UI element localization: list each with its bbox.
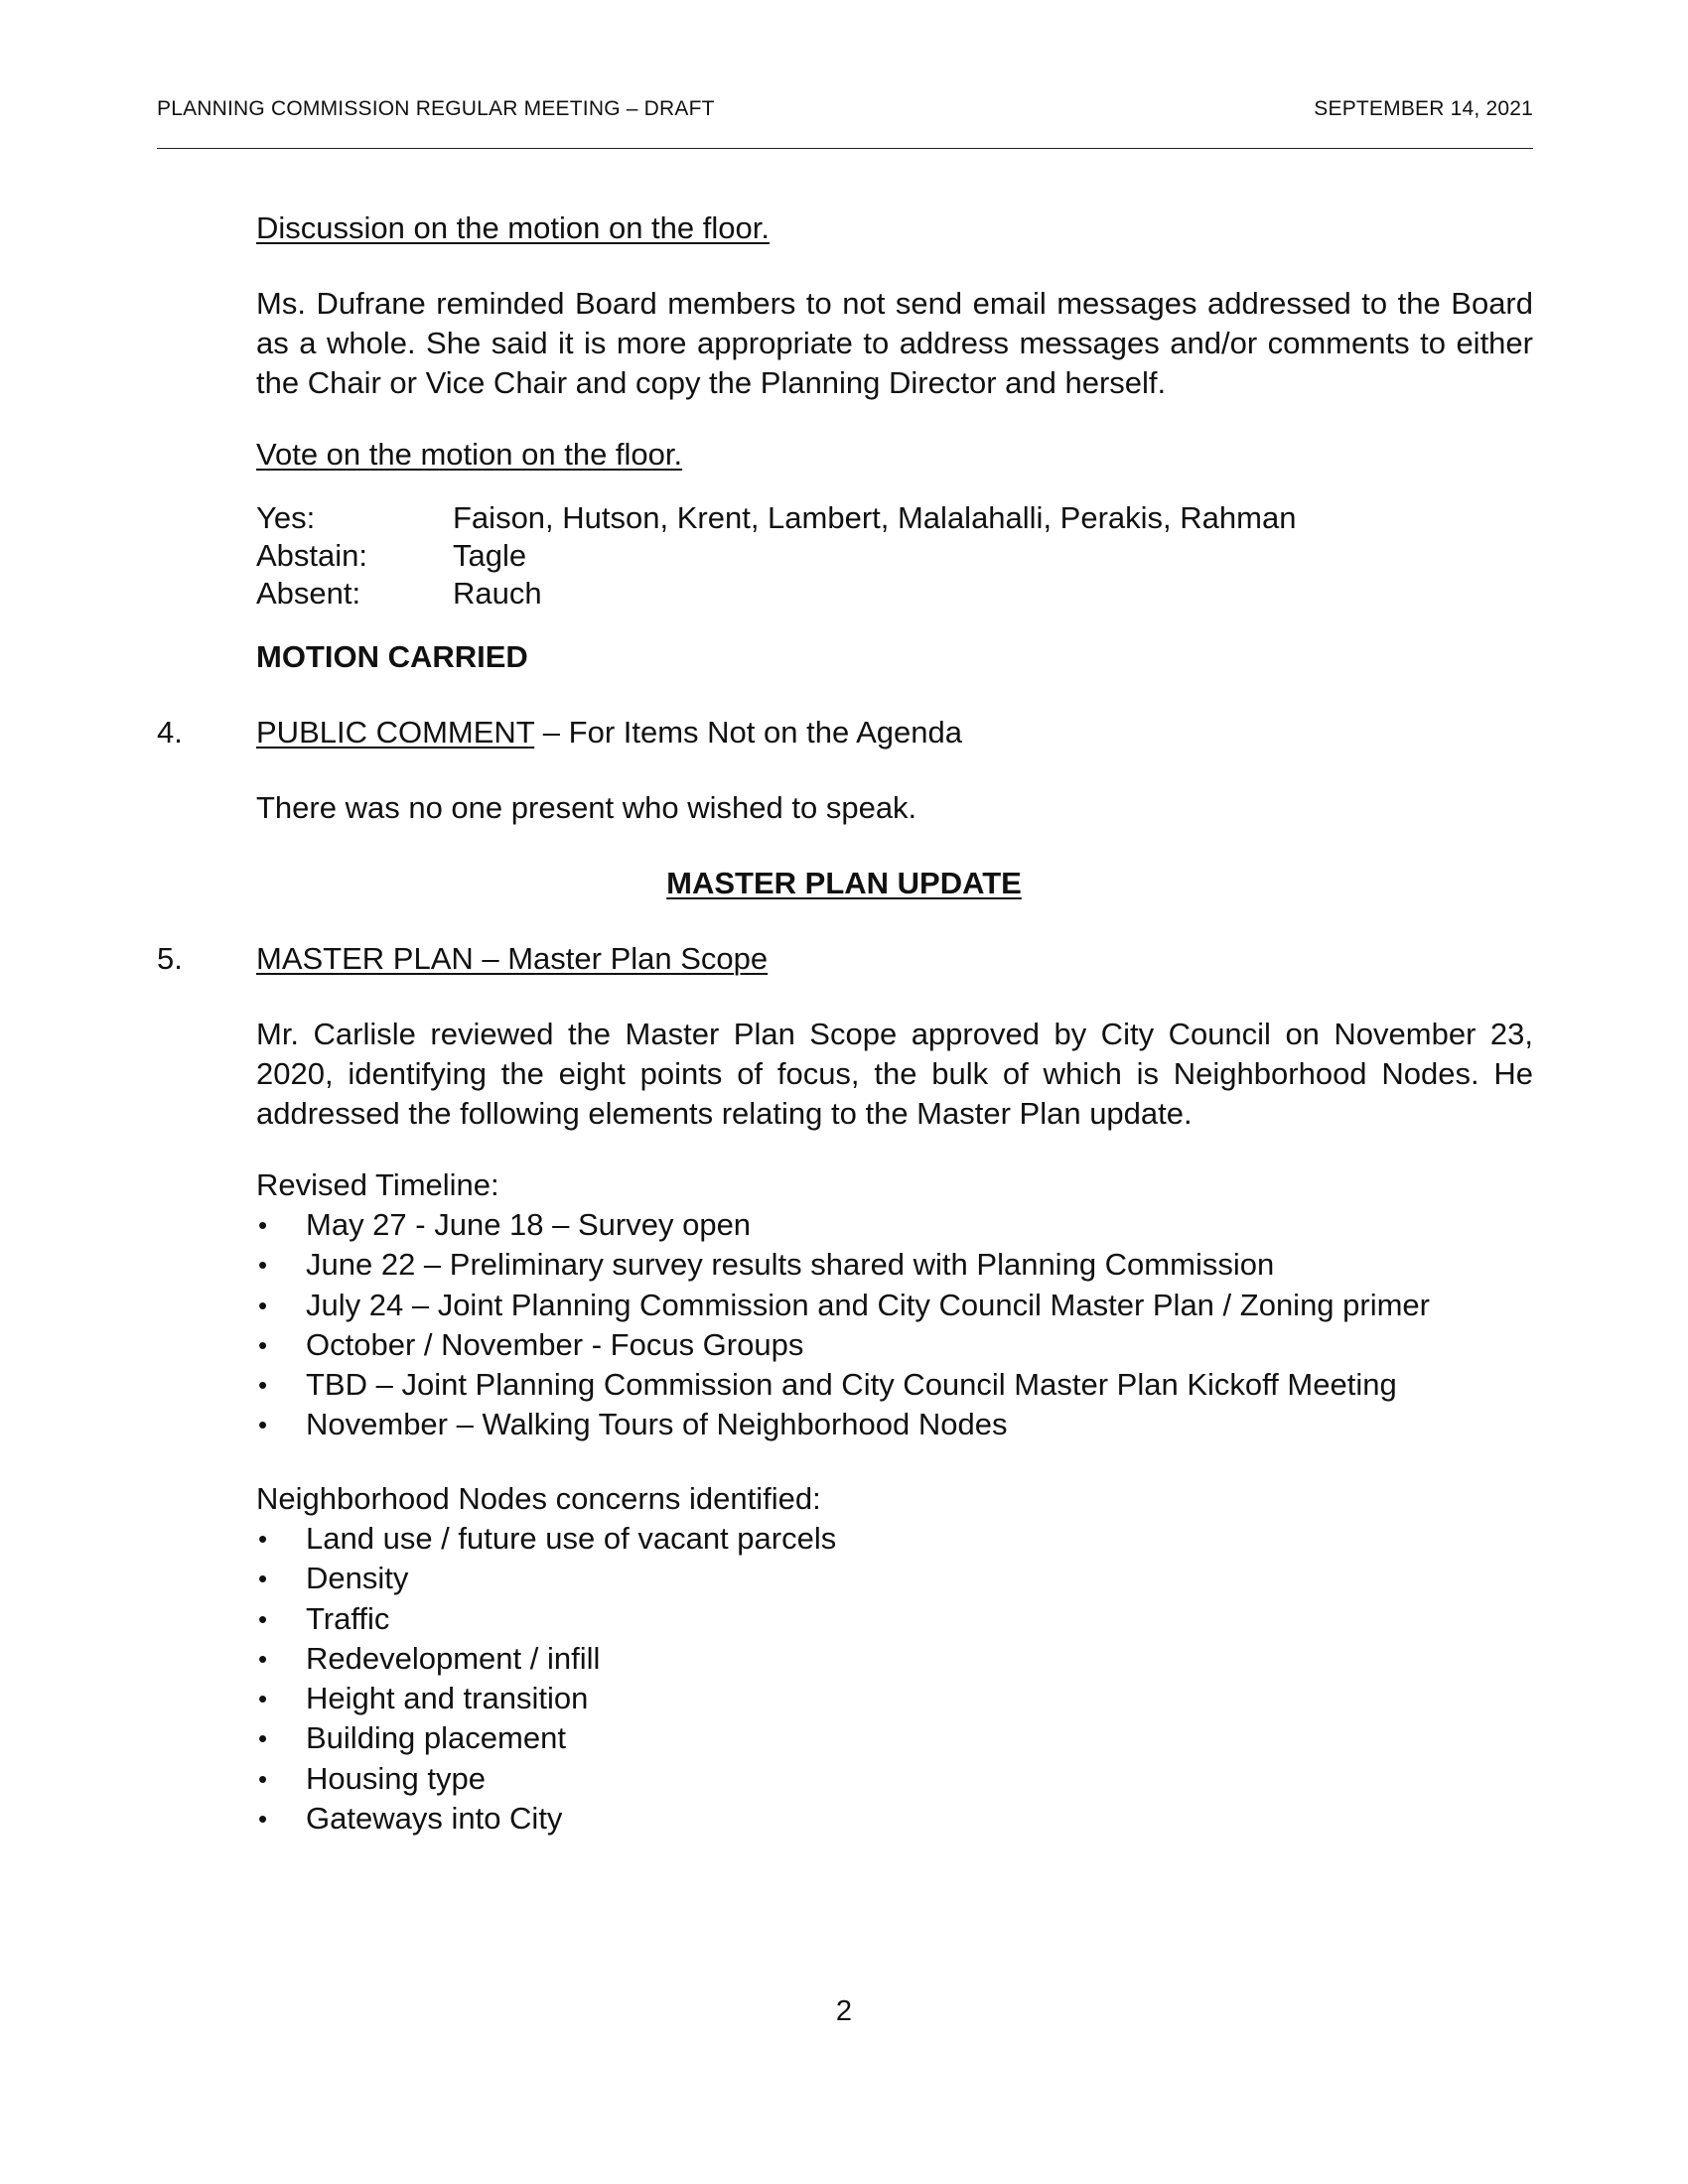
list-item xyxy=(256,1405,1430,1444)
item-5-title: MASTER PLAN – Master Plan Scope xyxy=(256,941,769,976)
list-item xyxy=(256,1799,836,1839)
section-heading: MASTER PLAN UPDATE xyxy=(666,866,1022,900)
list-item-text: Density xyxy=(306,1561,409,1596)
list-item-text: Redevelopment / infill xyxy=(306,1640,601,1676)
list-item xyxy=(256,1286,1430,1325)
bullet-icon: • xyxy=(258,1524,268,1554)
vote-value: Tagle xyxy=(453,538,527,573)
item-5-paragraph: Mr. Carlisle reviewed the Master Plan Scope approved by City Council on November 23, 2020, identifying the eight points of focus, the bulk of which is Neighborhood Nodes. He addressed the following elements relating to the Master Plan update. xyxy=(256,1017,1533,1131)
vote-heading: Vote on the motion on the floor. xyxy=(256,437,683,472)
concerns-list xyxy=(256,1519,836,1839)
vote-row-abstain xyxy=(256,536,1296,574)
item-4-title-label: PUBLIC COMMENT xyxy=(256,715,535,750)
bullet-icon: • xyxy=(258,1410,268,1440)
bullet-icon: • xyxy=(258,1564,268,1594)
list-item xyxy=(256,1759,836,1799)
header-date: SEPTEMBER 14, 2021 xyxy=(1314,97,1533,120)
page-number: 2 xyxy=(835,1995,853,2027)
vote-label: Abstain: xyxy=(256,538,368,573)
vote-row-absent xyxy=(256,574,1296,612)
list-item xyxy=(256,1718,836,1758)
timeline-heading: Revised Timeline: xyxy=(256,1167,499,1202)
timeline-list xyxy=(256,1205,1430,1445)
list-item-text: Gateways into City xyxy=(306,1801,563,1837)
list-item-text: November – Walking Tours of Neighborhood Nodes xyxy=(306,1407,1008,1442)
list-item-text: Traffic xyxy=(306,1600,390,1636)
list-item-text: July 24 – Joint Planning Commission and City Council Master Plan / Zoning primer xyxy=(306,1287,1430,1322)
list-item-text: June 22 – Preliminary survey results shared with Planning Commission xyxy=(306,1247,1275,1283)
list-item-text: TBD – Joint Planning Commission and City Council Master Plan Kickoff Meeting xyxy=(306,1367,1397,1403)
list-item-text: October / November - Focus Groups xyxy=(306,1326,804,1362)
list-item xyxy=(256,1245,1430,1285)
bullet-icon: • xyxy=(258,1329,268,1360)
discussion-paragraph: Ms. Dufrane reminded Board members to not send email messages addressed to the Board as a whole. She said it is more appropriate to address messages and/or comments to either the Chair or Vice Chair and copy the Planning Director and herself. xyxy=(256,286,1533,400)
list-item xyxy=(256,1639,836,1679)
list-item-text: May 27 - June 18 – Survey open xyxy=(306,1207,752,1242)
vote-value: Faison, Hutson, Krent, Lambert, Malalahalli, Perakis, Rahman xyxy=(453,500,1297,535)
list-item xyxy=(256,1325,1430,1365)
bullet-icon: • xyxy=(258,1370,268,1401)
item-4-text: There was no one present who wished to speak. xyxy=(256,790,917,825)
vote-table xyxy=(256,498,1296,612)
concerns-heading: Neighborhood Nodes concerns identified: xyxy=(256,1481,821,1516)
list-item-text: Building placement xyxy=(306,1720,566,1756)
item-4-title xyxy=(256,713,962,752)
bullet-icon: • xyxy=(258,1763,268,1794)
list-item-text: Land use / future use of vacant parcels xyxy=(306,1521,837,1556)
vote-label: Yes: xyxy=(256,500,316,535)
list-item xyxy=(256,1559,836,1598)
vote-label: Absent: xyxy=(256,576,361,611)
item-4-title-suffix: – For Items Not on the Agenda xyxy=(534,715,962,750)
header-divider xyxy=(157,148,1533,149)
list-item xyxy=(256,1679,836,1718)
vote-row-yes xyxy=(256,498,1296,536)
bullet-icon: • xyxy=(258,1684,268,1714)
header-title: PLANNING COMMISSION REGULAR MEETING – DRAFT xyxy=(157,97,715,120)
list-item-text: Height and transition xyxy=(306,1681,589,1716)
bullet-icon: • xyxy=(258,1643,268,1674)
item-5-number: 5. xyxy=(157,941,183,976)
list-item xyxy=(256,1205,1430,1245)
list-item-text: Housing type xyxy=(306,1760,486,1796)
vote-value: Rauch xyxy=(453,576,542,611)
item-4-number: 4. xyxy=(157,715,183,750)
discussion-heading: Discussion on the motion on the floor. xyxy=(256,210,770,245)
list-item xyxy=(256,1599,836,1639)
list-item xyxy=(256,1365,1430,1405)
bullet-icon: • xyxy=(258,1290,268,1320)
bullet-icon: • xyxy=(258,1603,268,1634)
motion-result: MOTION CARRIED xyxy=(256,639,528,674)
bullet-icon: • xyxy=(258,1210,268,1240)
bullet-icon: • xyxy=(258,1723,268,1754)
bullet-icon: • xyxy=(258,1804,268,1835)
list-item xyxy=(256,1519,836,1559)
bullet-icon: • xyxy=(258,1250,268,1281)
page-header xyxy=(157,97,1533,121)
